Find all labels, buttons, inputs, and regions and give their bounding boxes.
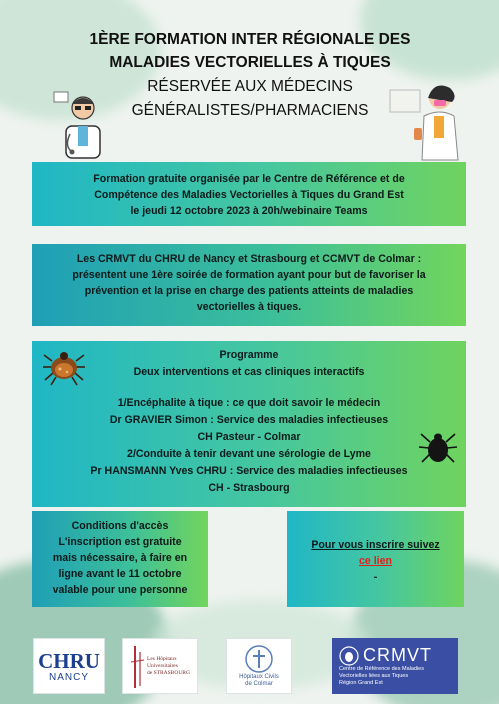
hus-logo-line-2: Universitaires [147, 662, 178, 669]
intro-line-2: Compétence des Maladies Vectorielles à Tiques du Grand Est [94, 189, 404, 201]
register-dash: - [373, 571, 378, 583]
conditions-line-1: Conditions d'accès [71, 520, 169, 532]
register-link[interactable]: ce lien [359, 555, 392, 567]
colmar-logo-line-1: Hôpitaux Civils [239, 674, 279, 680]
purpose-box [32, 244, 466, 326]
hus-logo-line-1: Les Hôpitaux [147, 655, 177, 662]
crmvt-logo-line-1: Centre de Référence des Maladies [339, 666, 424, 672]
programme-item2-site: CH - Strasbourg [208, 482, 290, 494]
purpose-line-1: Les CRMVT du CHRU de Nancy et Strasbourg et CCMVT de Colmar : [76, 253, 422, 265]
intro-box [32, 162, 466, 226]
conditions-line-4: ligne avant le 11 octobre [58, 568, 182, 580]
programme-item2-speaker: Pr HANSMANN Yves CHRU : Service des maladies infectieuses [90, 465, 408, 477]
intro-line-3: le jeudi 12 octobre 2023 à 20h/webinaire Teams [130, 205, 368, 217]
logo-hus-strasbourg [122, 638, 198, 694]
pharmacist-illustration-icon [388, 76, 470, 162]
crmvt-logo-line-3: Région Grand Est [339, 680, 383, 686]
title-line-4: GÉNÉRALISTES/PHARMACIENS [131, 102, 369, 119]
register-box [287, 511, 464, 607]
crmvt-tick-icon [339, 646, 359, 666]
tick-engorged-icon [42, 347, 86, 387]
logo-chru-nancy [33, 638, 105, 694]
doctor-illustration-icon [52, 86, 114, 160]
purpose-line-4: vectorielles à tiques. [196, 301, 302, 313]
intro-line-1: Formation gratuite organisée par le Centre de Référence et de [93, 173, 405, 185]
crmvt-logo-line-2: Vectorielles liées aux Tiques [339, 673, 409, 679]
logo-crmvt [332, 638, 458, 694]
conditions-line-2: L'inscription est gratuite [58, 536, 182, 548]
tick-black-icon [418, 428, 458, 468]
purpose-line-2: présentent une 1ère soirée de formation ayant pour but de favoriser la [72, 269, 426, 281]
hus-emblem-icon [127, 642, 147, 690]
programme-item1-title: 1/Encéphalite à tique : ce que doit savoir le médecin [117, 397, 381, 409]
purpose-line-3: prévention et la prise en charge des patients atteints de maladies [84, 285, 414, 297]
colmar-logo-line-2: de Colmar [245, 681, 273, 687]
title-line-2: MALADIES VECTORIELLES À TIQUES [109, 54, 391, 71]
conditions-box [32, 511, 208, 607]
conditions-line-5: valable pour une personne [52, 584, 188, 596]
chru-logo-subtext: NANCY [48, 671, 89, 683]
hus-logo-line-3: de STRASBOURG [147, 669, 190, 676]
logo-colmar [226, 638, 292, 694]
colmar-emblem-icon [244, 644, 274, 674]
programme-heading: Programme [219, 349, 279, 361]
programme-item1-speaker: Dr GRAVIER Simon : Service des maladies infectieuses [109, 414, 389, 426]
title-line-3: RÉSERVÉE AUX MÉDECINS [147, 78, 353, 95]
chru-logo-text: CHRU [38, 648, 100, 673]
title-line-1: 1ÈRE FORMATION INTER RÉGIONALE DES [89, 31, 411, 48]
programme-subheading: Deux interventions et cas cliniques interactifs [133, 366, 365, 378]
crmvt-logo-text: CRMVT [363, 645, 432, 665]
conditions-line-3: mais nécessaire, à faire en [52, 552, 188, 564]
register-text: Pour vous inscrire suivez [311, 539, 440, 551]
programme-box [32, 341, 466, 507]
programme-item1-site: CH Pasteur - Colmar [197, 431, 301, 443]
programme-item2-title: 2/Conduite à tenir devant une sérologie de Lyme [127, 448, 371, 460]
